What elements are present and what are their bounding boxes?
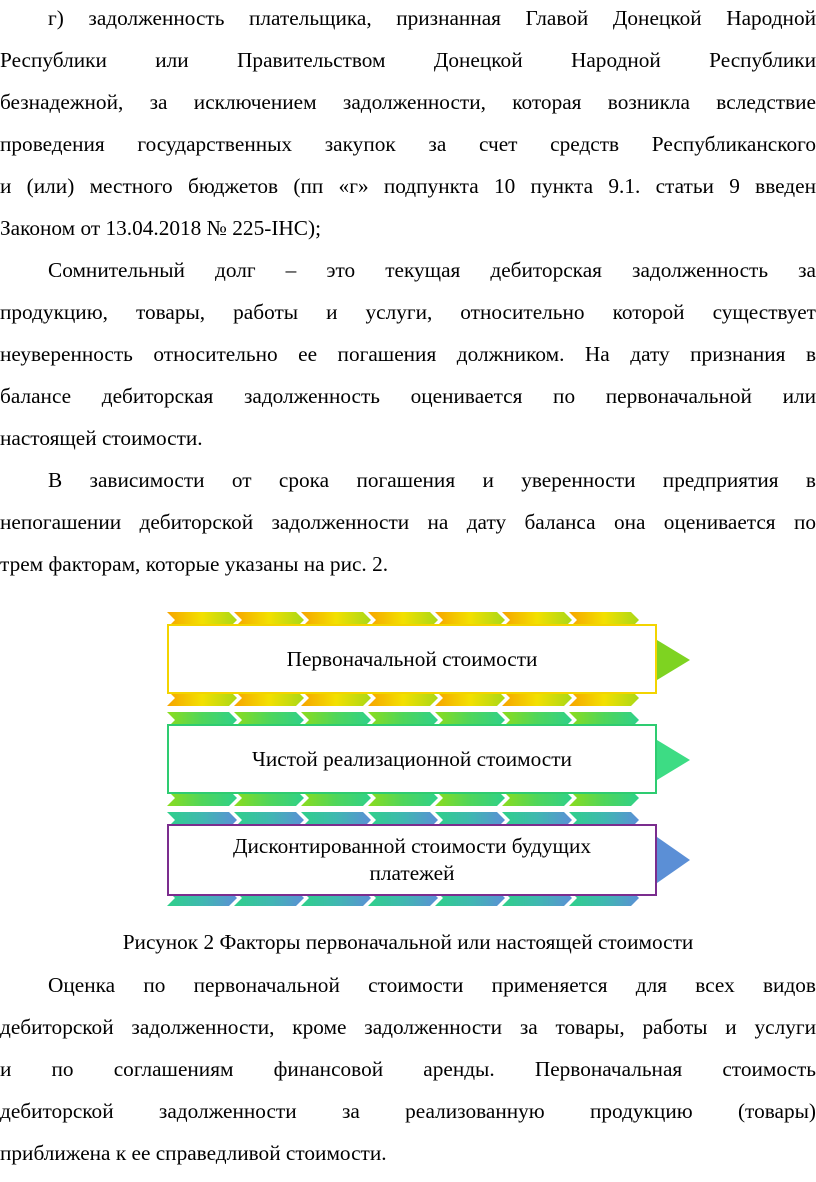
- text-line: дебиторской задолженности, кроме задолженности за товары, работы и услуги: [0, 1015, 816, 1039]
- text-line: балансе дебиторская задолженность оценивается по первоначальной или: [0, 384, 816, 408]
- arrow-right-icon: [657, 640, 690, 680]
- figure-caption: Рисунок 2 Факторы первоначальной или настоящей стоимости: [122, 930, 694, 954]
- factor-label: платежей: [369, 861, 455, 885]
- factor-box-net-realizable-value: [167, 724, 657, 794]
- text-line: и по соглашениям финансовой аренды. Первоначальная стоимость: [0, 1057, 816, 1081]
- text-line: продукцию, товары, работы и услуги, относительно которой существует: [0, 300, 816, 324]
- text-line: дебиторской задолженности за реализованную продукцию (товары): [0, 1099, 816, 1123]
- text-line: трем факторам, которые указаны на рис. 2.: [0, 552, 389, 576]
- text-line: и (или) местного бюджетов (пп «г» подпункта 10 пункта 9.1. статьи 9 введен: [0, 174, 816, 198]
- text-line: Законом от 13.04.2018 № 225-IНС);: [0, 216, 322, 240]
- factor-box-discounted-value: [167, 824, 657, 896]
- arrow-right-icon: [657, 837, 690, 883]
- text-line: настоящей стоимости.: [0, 426, 203, 450]
- text-line: приближена к ее справедливой стоимости.: [0, 1141, 387, 1165]
- arrow-right-icon: [657, 740, 690, 780]
- text-line: Республики или Правительством Донецкой Народной Республики: [0, 48, 816, 72]
- factor-label: Первоначальной стоимости: [286, 646, 538, 671]
- text-line: неуверенность относительно ее погашения должником. На дату признания в: [0, 342, 816, 366]
- factor-label: Чистой реализационной стоимости: [252, 746, 572, 771]
- text-line: безнадежной, за исключением задолженности, которая возникла вследствие: [0, 90, 816, 114]
- text-line: Сомнительный долг – это текущая дебиторская задолженность за: [48, 258, 816, 282]
- factor-box-initial-cost: [167, 624, 657, 694]
- factor-label: Дисконтированной стоимости будущих: [232, 834, 591, 858]
- text-line: непогашении дебиторской задолженности на дату баланса она оценивается по: [0, 510, 816, 534]
- text-line: В зависимости от срока погашения и уверенности предприятия в: [48, 468, 816, 492]
- text-line: г) задолженность плательщика, признанная Главой Донецкой Народной: [48, 6, 816, 30]
- text-line: Оценка по первоначальной стоимости применяется для всех видов: [48, 973, 816, 997]
- text-line: проведения государственных закупок за счет средств Республиканского: [0, 132, 816, 156]
